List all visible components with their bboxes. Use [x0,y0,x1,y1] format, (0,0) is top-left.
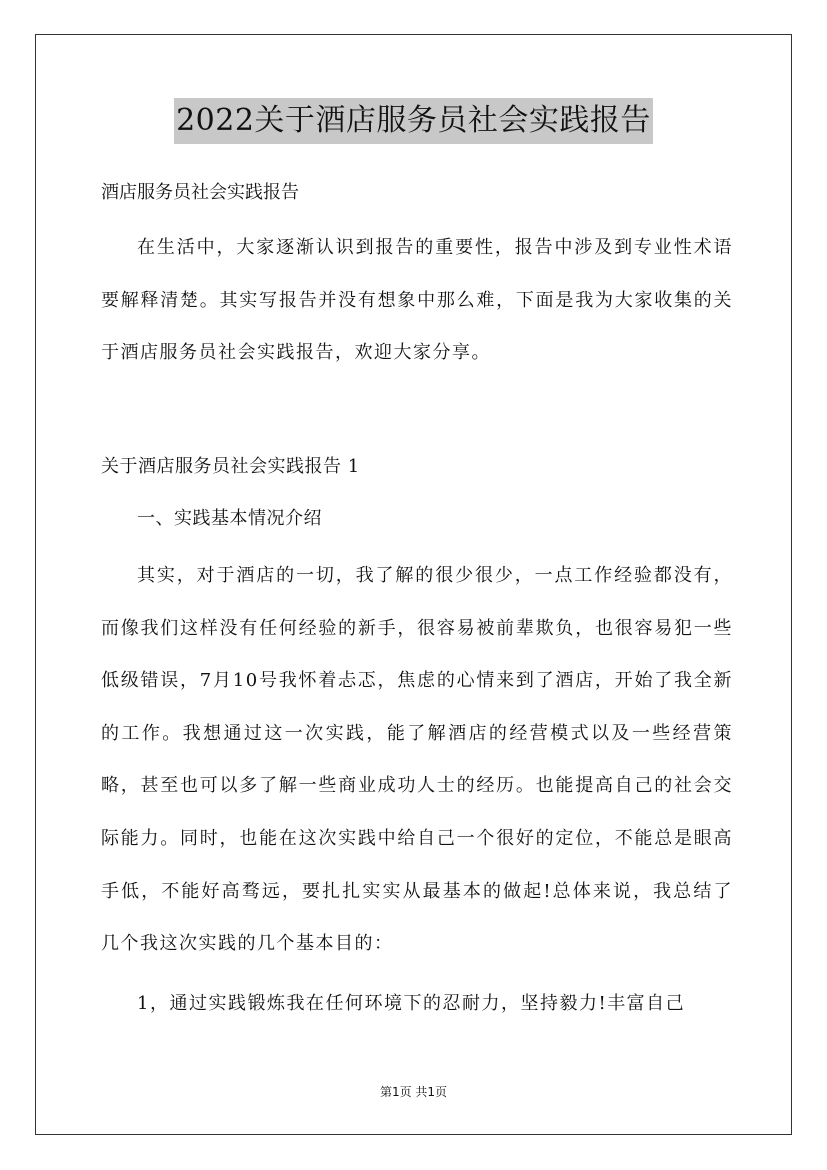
intro-paragraph: 在生活中，大家逐渐认识到报告的重要性，报告中涉及到专业性术语要解释清楚。其实写报告并没有想象中那么难，下面是我为大家收集的关于酒店服务员社会实践报告，欢迎大家分享。 [101,237,733,364]
subsection-heading: 一、实践基本情况介绍 [137,508,322,529]
main-paragraph: 其实，对于酒店的一切，我了解的很少很少，一点工作经验都没有，而像我们这样没有任何经验的新手，很容易被前辈欺负，也很容易犯一些低级错误，7月10号我怀着忐忑，焦虑的心情来到了酒店，开始了我全新的工作。我想通过这一次实践，能了解酒店的经营模式以及一些经营策略，甚至也可以多了解一些商业成功人士的经历。也能提高自己的社会交际能力。同时，也能在这次实践中给自己一个很好的定位，不能总是眼高手低，不能好高骛远，要扎扎实实从最基本的做起!总体来说，我总结了几个我这次实践的几个基本目的： [101,565,733,955]
item-paragraph: 1，通过实践锻炼我在任何环境下的忍耐力，坚持毅力!丰富自己 [137,993,686,1014]
section-heading: 关于酒店服务员社会实践报告 1 [101,456,360,477]
document-title-text: 2022关于酒店服务员社会实践报告 [174,98,653,144]
page-footer: 第1页 共1页 [379,1085,448,1099]
document-subtitle: 酒店服务员社会实践报告 [101,182,299,203]
document-title [0,98,827,144]
